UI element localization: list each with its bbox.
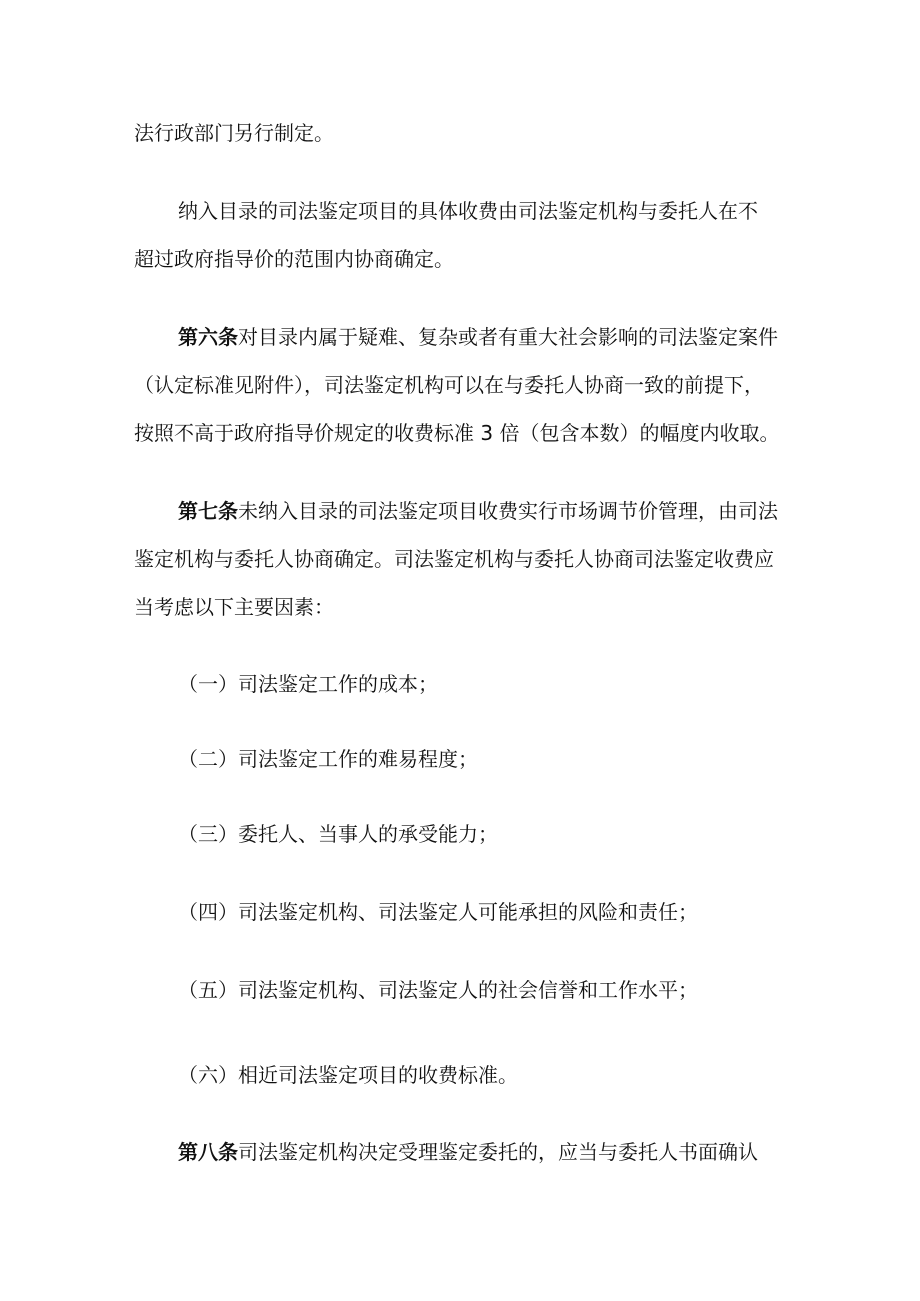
text-line: 超过政府指导价的范围内协商确定。 <box>134 247 454 271</box>
article-label: 第七条 <box>178 499 238 523</box>
article-7-line-3 <box>134 593 334 621</box>
text-line: 法行政部门另行制定。 <box>134 121 334 145</box>
paragraph-fee-negotiation-cont <box>134 245 454 273</box>
article-label: 第八条 <box>178 1140 238 1164</box>
text-line: 司法鉴定机构决定受理鉴定委托的，应当与委托人书面确认 <box>238 1140 758 1164</box>
article-7 <box>178 497 778 525</box>
list-item <box>178 1061 518 1089</box>
list-item <box>178 745 478 773</box>
factor-text: （六）相近司法鉴定项目的收费标准。 <box>178 1063 518 1087</box>
list-item <box>178 898 698 926</box>
list-item <box>178 670 438 698</box>
text-line: 对目录内属于疑难、复杂或者有重大社会影响的司法鉴定案件 <box>238 325 778 349</box>
text-line: 纳入目录的司法鉴定项目的具体收费由司法鉴定机构与委托人在不 <box>178 199 758 223</box>
list-item <box>178 820 498 848</box>
factor-text: （二）司法鉴定工作的难易程度； <box>178 747 478 771</box>
factor-text: （五）司法鉴定机构、司法鉴定人的社会信誉和工作水平； <box>178 978 698 1002</box>
text-line: 未纳入目录的司法鉴定项目收费实行市场调节价管理，由司法 <box>238 499 778 523</box>
text-line: 按照不高于政府指导价规定的收费标准 3 倍（包含本数）的幅度内收取。 <box>134 421 780 445</box>
article-6 <box>178 323 778 351</box>
article-8 <box>178 1138 758 1166</box>
article-6-line-2 <box>134 371 764 399</box>
factor-text: （一）司法鉴定工作的成本； <box>178 672 438 696</box>
article-6-line-3 <box>134 419 779 447</box>
article-label: 第六条 <box>178 325 238 349</box>
text-line: 当考虑以下主要因素： <box>134 595 334 619</box>
factor-text: （四）司法鉴定机构、司法鉴定人可能承担的风险和责任； <box>178 900 698 924</box>
factor-text: （三）委托人、当事人的承受能力； <box>178 822 498 846</box>
article-7-line-2 <box>134 545 774 573</box>
text-line: （认定标准见附件），司法鉴定机构可以在与委托人协商一致的前提下， <box>134 373 764 397</box>
text-line: 鉴定机构与委托人协商确定。司法鉴定机构与委托人协商司法鉴定收费应 <box>134 547 774 571</box>
paragraph-continuation <box>134 119 334 147</box>
paragraph-fee-negotiation <box>178 197 758 225</box>
list-item <box>178 976 698 1004</box>
